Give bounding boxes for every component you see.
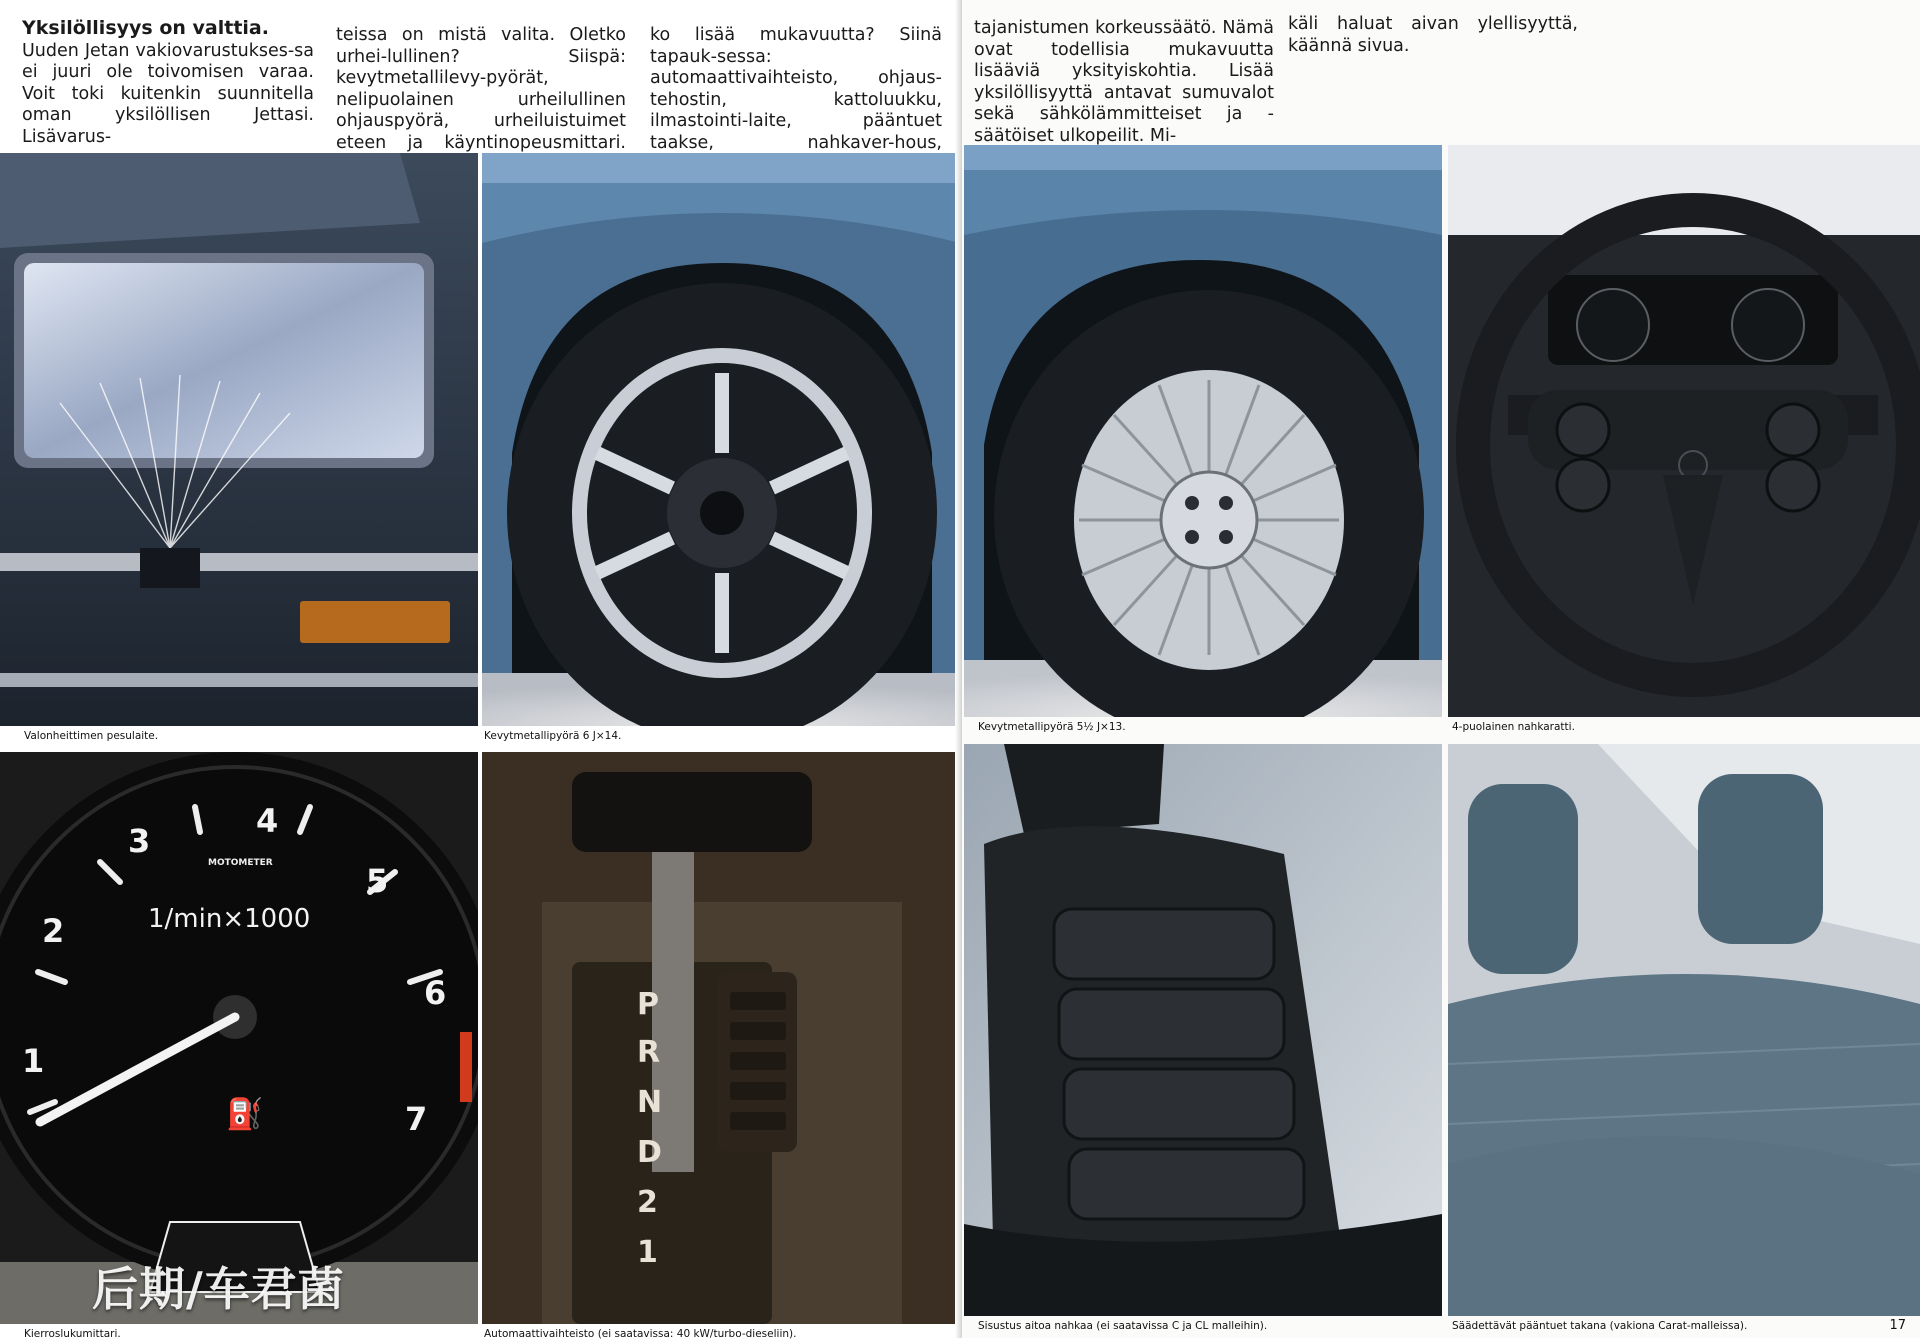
watermark-text: 后期/车君菌	[92, 1262, 345, 1316]
fuel-pump-icon: ⛽	[226, 1097, 264, 1132]
column-text: käli haluat aivan ylellisyyttä, käännä sivua.	[1288, 14, 1578, 56]
caption-gearshift: Automaattivaihteisto (ei saatavissa: 40 kW/turbo-dieseliin).	[484, 1328, 797, 1340]
rear-headrests-photo	[1448, 744, 1920, 1316]
gear-position-r: R	[637, 1035, 661, 1070]
tachometer-unit: 1/min×1000	[148, 904, 311, 934]
gear-position-2: 2	[637, 1185, 658, 1220]
column-text: tajanistumen korkeussäätö. Nämä ovat todellisia mukavuutta lisääviä yksityiskohtia. Lisää yksilöllisyyttä antavat sumuvalot sekä sähkölämmitteiset ja -säätöiset ulkopeilit. Mi-	[974, 18, 1274, 146]
caption-leather-seat: Sisustus aitoa nahkaa (ei saatavissa C ja CL malleihin).	[978, 1320, 1268, 1332]
column-text: ko lisää mukavuutta? Siinä tapauk-sessa: automaattivaihteisto, ohjaus-tehostin, kattoluukku, ilmastointi-laite, pääntuet taakse, nahkaver-hous,	[650, 25, 942, 153]
caption-wheel-6j: Kevytmetallipyörä 6 J×14.	[484, 730, 622, 742]
tachometer-number-2: 2	[42, 912, 65, 950]
tachometer-brand: MOTOMETER	[208, 858, 273, 868]
tachometer-photo	[0, 752, 478, 1324]
column-text: teissa on mistä valita. Oletko urhei-lullinen? Siispä: kevytmetallilevy-pyörät, nelipuolainen urheilullinen ohjauspyörä, urheiluistuimet eteen ja käyntinopeusmittari.	[336, 25, 626, 153]
caption-tachometer: Kierroslukumittari.	[24, 1328, 121, 1340]
page-heading: Yksilöllisyys on valttia.	[22, 17, 269, 39]
steering-wheel-photo	[1448, 145, 1920, 717]
column-text: Uuden Jetan vakiovarustukses-sa ei juuri ole toivomisen varaa. Voit toki kuitenkin suunnitella oman yksilöllisen Jettasi. Lisävarus-	[22, 40, 314, 147]
text-column-5	[1288, 14, 1578, 57]
alloy-wheel-6j-photo	[482, 153, 960, 726]
tachometer-number-1: 1	[22, 1042, 45, 1080]
text-column-4	[974, 18, 1274, 147]
automatic-gearshift-photo	[482, 752, 960, 1324]
gear-position-1: 1	[637, 1235, 658, 1270]
caption-headrests: Säädettävät pääntuet takana (vakiona Carat-malleissa).	[1452, 1320, 1748, 1332]
tachometer-number-7: 7	[405, 1100, 428, 1138]
caption-steering: 4-puolainen nahkaratti.	[1452, 721, 1575, 733]
tachometer-number-4: 4	[256, 802, 279, 840]
text-column-1	[22, 18, 314, 148]
gear-position-d: D	[637, 1135, 662, 1170]
gear-position-n: N	[637, 1085, 663, 1120]
tachometer-number-5: 5	[366, 862, 389, 900]
gear-position-p: P	[637, 987, 659, 1022]
tachometer-number-6: 6	[424, 974, 447, 1012]
tachometer-number-3: 3	[128, 822, 151, 860]
alloy-wheel-5half-photo	[964, 145, 1442, 717]
page-number: 17	[1889, 1318, 1906, 1333]
right-page	[962, 0, 1920, 1338]
leather-seat-photo	[964, 744, 1442, 1316]
caption-headlight: Valonheittimen pesulaite.	[24, 730, 159, 742]
headlight-washer-photo	[0, 153, 478, 726]
caption-wheel-5half: Kevytmetallipyörä 5½ J×13.	[978, 721, 1126, 733]
